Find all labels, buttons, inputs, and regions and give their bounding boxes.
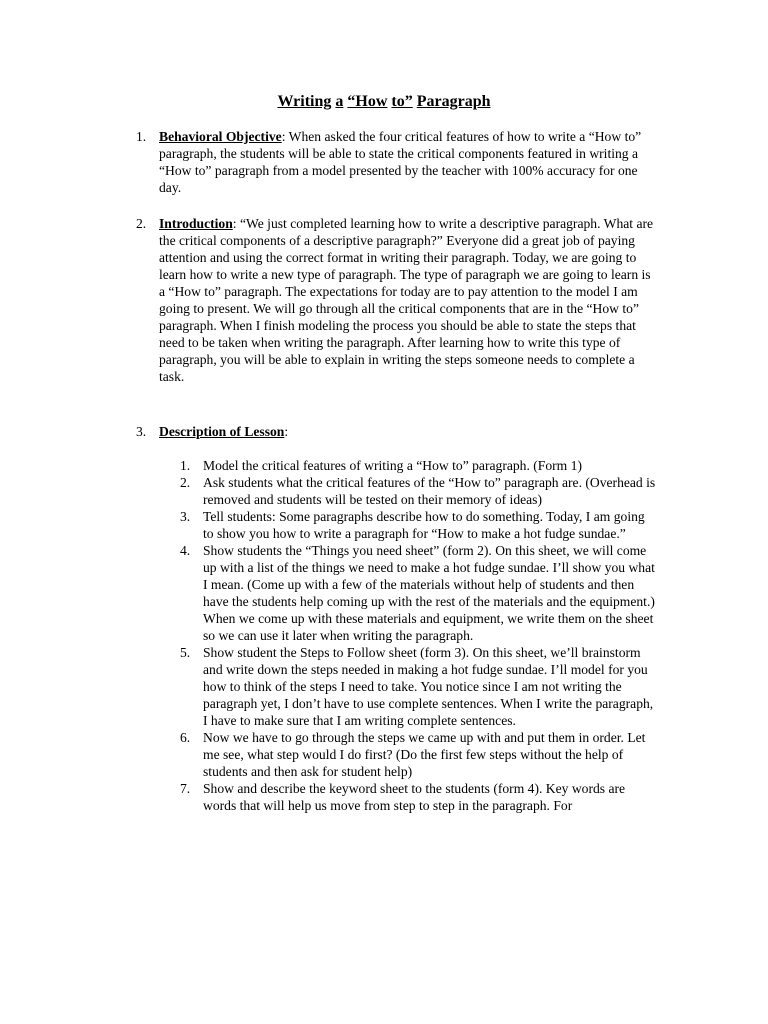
title-word-paragraph: Paragraph (416, 93, 491, 110)
list-item-number: 3. (180, 509, 191, 524)
section-text: : “We just completed learning how to write a descriptive paragraph. What are the critical components of a descriptive paragraph?” Everyone did a great job of paying attention and using the correct format in writing their paragraph. Today, we are going to learn how to write a new type of paragraph. The type of paragraph we are going to learn is a “How to” paragraph. The expectations for today are to pay attention to the model I am going to present. We will go through all the critical components that are in the “How to” paragraph. When I finish modeling the process you should be able to state the steps that need to be taken when writing the paragraph. After learning how to write this type of paragraph, you will be able to explain in writing the steps someone needs to complete a task. (159, 216, 654, 384)
lesson-steps-list (180, 457, 658, 814)
section-number: 2. (136, 216, 147, 231)
list-item-number: 2. (180, 475, 191, 490)
document-title (0, 92, 768, 112)
list-item-text: Show students the “Things you need sheet” (form 2). On this sheet, we will come up with a list of the things we need to make a hot fudge sundae. I’ll show you what I mean. (Come up with a few of the materials without help of students and then have the students help coming up with the rest of the materials and the equipment.) When we come up with these materials and equipment, we write them on the sheet so we can use it later when writing the paragraph. (203, 543, 655, 643)
section-text: : When asked the four critical features of how to write a “How to” paragraph, the students will be able to state the critical components featured in writing a “How to” paragraph from a model presented by the teacher with 100% accuracy for one day. (159, 129, 642, 195)
list-item (180, 729, 658, 780)
title-word-how: “How (347, 93, 388, 110)
list-item-text: Now we have to go through the steps we came up with and put them in order. Let me see, what step would I do first? (Do the first few steps without the help of students and then ask for student help) (203, 730, 646, 779)
list-item (180, 542, 658, 644)
title-word-writing: Writing (277, 93, 332, 110)
title-word-a: a (335, 93, 344, 110)
title-word-to: to” (391, 93, 413, 110)
section-number: 3. (136, 424, 147, 439)
list-item (180, 457, 658, 474)
list-item-number: 1. (180, 458, 191, 473)
list-item-number: 4. (180, 543, 191, 558)
list-item (180, 508, 658, 542)
section-label: Description of Lesson (159, 424, 285, 439)
list-item (180, 474, 658, 508)
list-item-text: Ask students what the critical features of the “How to” paragraph are. (Overhead is removed and students will be tested on their memory of ideas) (203, 475, 656, 507)
list-item (180, 780, 658, 814)
section-text: : (284, 424, 289, 439)
section-label: Introduction (159, 216, 233, 231)
list-item-text: Model the critical features of writing a “How to” paragraph. (Form 1) (203, 458, 582, 473)
list-item-text: Show student the Steps to Follow sheet (form 3). On this sheet, we’ll brainstorm and write down the steps needed in making a hot fudge sundae. I’ll model for you how to think of the steps I need to take. You notice since I am not writing the paragraph yet, I don’t have to use complete sentences. When I write the paragraph, I have to make sure that I am writing complete sentences. (203, 645, 654, 728)
list-item-text: Tell students: Some paragraphs describe how to do something. Today, I am going to show you how to write a paragraph for “How to make a hot fudge sundae.” (203, 509, 645, 541)
list-item-number: 7. (180, 781, 191, 796)
section-behavioral-objective (136, 128, 656, 196)
list-item-number: 5. (180, 645, 191, 660)
list-item-text: Show and describe the keyword sheet to the students (form 4). Key words are words that will help us move from step to step in the paragraph. For (203, 781, 626, 813)
section-number: 1. (136, 129, 147, 144)
section-introduction (136, 215, 656, 385)
section-description-of-lesson (136, 423, 656, 440)
list-item (180, 644, 658, 729)
section-label: Behavioral Objective (159, 129, 282, 144)
list-item-number: 6. (180, 730, 191, 745)
